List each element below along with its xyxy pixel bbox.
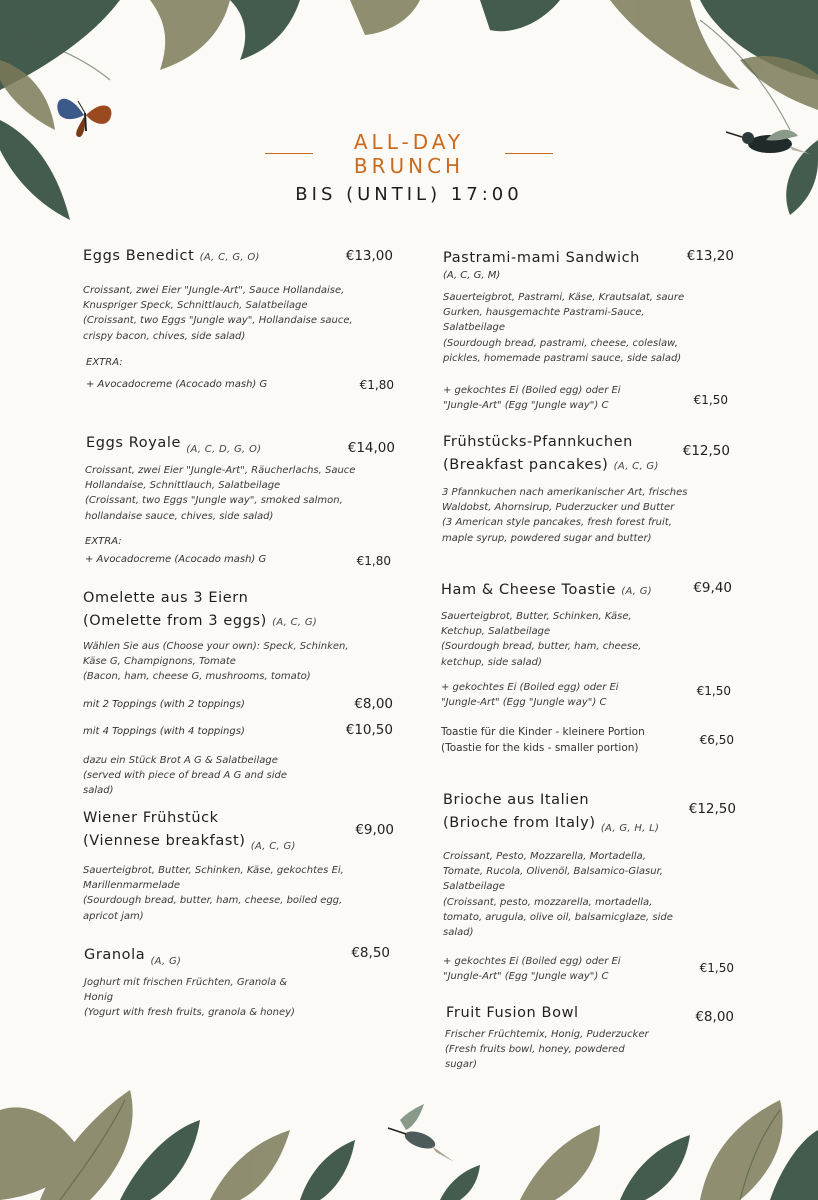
desc-line: (Sourdough bread, butter, ham, cheese, boiled egg, — [83, 895, 343, 907]
desc-line: Knuspriger Speck, Schnittlauch, Salatbeilage — [83, 300, 308, 312]
kids-line: Toastie für die Kinder - kleinere Portion — [441, 726, 645, 738]
desc-line: Sauerteigbrot, Butter, Schinken, Käse, gekochtes Ei, — [83, 865, 344, 876]
item-title: Eggs Royale — [86, 435, 182, 451]
desc-line: pickles, homemade pastrami sauce, side salad) — [443, 352, 682, 364]
desc-line: Waldobst, Ahornsirup, Puderzucker und Butter — [442, 502, 675, 514]
item-name — [86, 435, 262, 455]
item-description — [85, 463, 395, 524]
item-name-line-1: Wiener Frühstück — [83, 810, 219, 826]
desc-line: apricot jam) — [83, 910, 144, 922]
item-title: (Brioche from Italy) — [443, 815, 596, 831]
allergens: (A, G, H, L) — [600, 823, 660, 834]
kids-price: €6,50 — [699, 733, 734, 747]
item-name-line-2 — [443, 815, 660, 834]
extra-text — [441, 680, 681, 710]
subtitle: BIS (UNTIL) 17:00 — [295, 184, 523, 205]
option-price: €10,50 — [345, 722, 393, 738]
item-description — [84, 975, 334, 1021]
item-description — [443, 290, 711, 366]
item-price: €8,00 — [695, 1009, 734, 1025]
note-line: dazu ein Stück Brot A G & Salatbeilage — [83, 755, 278, 766]
extra-line: "Jungle-Art" (Egg "Jungle way") C — [443, 971, 609, 983]
item-price: €9,40 — [693, 580, 732, 596]
item-title: Ham & Cheese Toastie — [441, 582, 617, 598]
note-line: salad) — [83, 785, 114, 797]
item-title: Granola — [84, 947, 146, 963]
extra-line: "Jungle-Art" (Egg "Jungle way") C — [443, 400, 609, 412]
title-line-2: BRUNCH — [353, 154, 465, 178]
item-name-line-1: Brioche aus Italien — [443, 792, 590, 808]
desc-line: (Yogurt with fresh fruits, granola & honey) — [84, 1007, 295, 1019]
item-price: €9,00 — [355, 822, 394, 838]
desc-line: crispy bacon, chives, side salad) — [83, 330, 246, 342]
desc-line: Croissant, zwei Eier "Jungle-Art", Sauce Hollandaise, — [83, 285, 345, 296]
item-title: Eggs Benedict — [83, 248, 195, 264]
desc-line: ketchup, side salad) — [441, 656, 542, 668]
item-description — [445, 1027, 667, 1073]
item-description — [443, 849, 706, 940]
desc-line: sugar) — [445, 1059, 478, 1071]
extra-line: "Jungle-Art" (Egg "Jungle way") C — [441, 697, 607, 709]
desc-line: Salatbeilage — [443, 881, 505, 893]
desc-line: Hollandaise, Schnittlauch, Salatbeilage — [85, 480, 281, 492]
allergens: (A, C, G) — [250, 841, 296, 852]
desc-line: (Sourdough bread, butter, ham, cheese, — [441, 641, 642, 653]
item-name — [441, 582, 652, 598]
desc-line: Gurken, hausgemachte Pastrami-Sauce, — [443, 307, 645, 319]
item-description — [83, 863, 390, 924]
extra-text: + Avocadocreme (Acocado mash) G — [86, 379, 268, 390]
extra-price: €1,50 — [693, 393, 728, 407]
desc-line: hollandaise sauce, chives, side salad) — [85, 510, 274, 522]
hummingbird-icon — [380, 1100, 460, 1170]
desc-line: Croissant, zwei Eier "Jungle-Art", Räucherlachs, Sauce — [85, 465, 356, 476]
desc-line: (Croissant, two Eggs "Jungle way", smoked salmon, — [85, 495, 343, 507]
item-name-line-2 — [83, 613, 317, 629]
item-title: (Viennese breakfast) — [83, 833, 246, 849]
extra-text — [443, 383, 683, 413]
desc-line: Sauerteigbrot, Pastrami, Käse, Krautsalat, saure — [443, 292, 685, 303]
item-name-line-2 — [443, 457, 659, 473]
item-name-line-1: Frühstücks-Pfannkuchen — [443, 434, 633, 450]
allergens: (A, G) — [621, 586, 652, 597]
extra-price: €1,80 — [359, 378, 394, 392]
allergens: (A, C, G, M) — [443, 270, 501, 281]
desc-line: 3 Pfannkuchen nach amerikanischer Art, frisches — [442, 487, 688, 498]
option-text: mit 4 Toppings (with 4 toppings) — [83, 726, 245, 737]
desc-line: tomato, arugula, olive oil, balsamicglaze, side — [443, 911, 673, 923]
desc-line: (Bacon, ham, cheese G, mushrooms, tomato) — [83, 671, 311, 683]
extra-text — [443, 954, 683, 984]
desc-line: Käse G, Champignons, Tomate — [83, 656, 236, 668]
item-note — [83, 753, 323, 799]
desc-line: Frischer Früchtemix, Honig, Puderzucker — [445, 1029, 649, 1040]
extra-price: €1,50 — [696, 684, 731, 698]
item-name: Pastrami-mami Sandwich — [443, 250, 640, 266]
extra-label: EXTRA: — [86, 357, 123, 368]
menu-header — [0, 130, 818, 206]
desc-line: Sauerteigbrot, Butter, Schinken, Käse, — [441, 611, 632, 622]
desc-line: Salatbeilage — [443, 322, 505, 334]
extra-price: €1,80 — [356, 554, 391, 568]
item-price: €8,50 — [351, 945, 390, 961]
item-price: €12,50 — [688, 801, 736, 817]
item-name — [83, 248, 260, 264]
desc-line: (Croissant, pesto, mozzarella, mortadella, — [443, 896, 653, 908]
desc-line: Marillenmarmelade — [83, 880, 180, 892]
note-line: (served with piece of bread A G and side — [83, 770, 287, 782]
item-price: €12,50 — [682, 443, 730, 459]
leaf-decoration-bottom — [0, 1030, 818, 1200]
item-description — [83, 639, 393, 685]
allergens: (A, C, G, O) — [199, 252, 260, 263]
desc-line: maple syrup, powdered sugar and butter) — [442, 532, 652, 544]
extra-line: + gekochtes Ei (Boiled egg) oder Ei — [443, 956, 621, 967]
extra-label: EXTRA: — [85, 536, 122, 547]
desc-line: Ketchup, Salatbeilage — [441, 626, 551, 638]
desc-line: (3 American style pancakes, fresh forest fruit, — [442, 517, 672, 529]
item-name-line-1: Omelette aus 3 Eiern — [83, 590, 249, 606]
option-price: €8,00 — [354, 696, 393, 712]
title-line-1: ALL-DAY — [353, 130, 465, 154]
allergens: (A, C, G) — [613, 461, 659, 472]
allergens: (A, G) — [150, 956, 182, 967]
item-description — [83, 283, 393, 344]
extra-line: + gekochtes Ei (Boiled egg) oder Ei — [443, 385, 621, 396]
extra-text: + Avocadocreme (Acocado mash) G — [85, 554, 267, 565]
desc-line: Honig — [84, 992, 114, 1004]
desc-line: Wählen Sie aus (Choose your own): Speck, Schinken, — [83, 641, 349, 652]
extra-price: €1,50 — [699, 961, 734, 975]
item-description — [441, 609, 691, 670]
desc-line: Joghurt mit frischen Früchten, Granola & — [84, 977, 288, 988]
option-text: mit 2 Toppings (with 2 toppings) — [83, 699, 245, 710]
desc-line: Tomate, Rucola, Olivenöl, Balsamico-Glasur, — [443, 866, 663, 878]
item-name: Fruit Fusion Bowl — [446, 1005, 579, 1021]
item-price: €13,20 — [686, 248, 734, 264]
kids-option — [441, 725, 681, 756]
allergens: (A, C, D, G, O) — [186, 444, 262, 455]
desc-line: (Croissant, two Eggs "Jungle way", Hollandaise sauce, — [83, 315, 353, 327]
item-name — [84, 947, 182, 967]
item-title: (Omelette from 3 eggs) — [83, 613, 267, 629]
item-price: €14,00 — [347, 440, 395, 456]
item-price: €13,00 — [345, 248, 393, 264]
desc-line: (Fresh fruits bowl, honey, powdered — [445, 1044, 625, 1056]
item-title: (Breakfast pancakes) — [443, 457, 609, 473]
desc-line: salad) — [443, 927, 474, 939]
allergens: (A, C, G) — [272, 617, 318, 628]
desc-line: (Sourdough bread, pastrami, cheese, coleslaw, — [443, 337, 678, 349]
extra-line: + gekochtes Ei (Boiled egg) oder Ei — [441, 682, 619, 693]
item-name-line-2 — [83, 833, 296, 852]
kids-line: (Toastie for the kids - smaller portion) — [441, 741, 639, 754]
item-description — [442, 485, 732, 546]
desc-line: Croissant, Pesto, Mozzarella, Mortadella, — [443, 851, 646, 862]
